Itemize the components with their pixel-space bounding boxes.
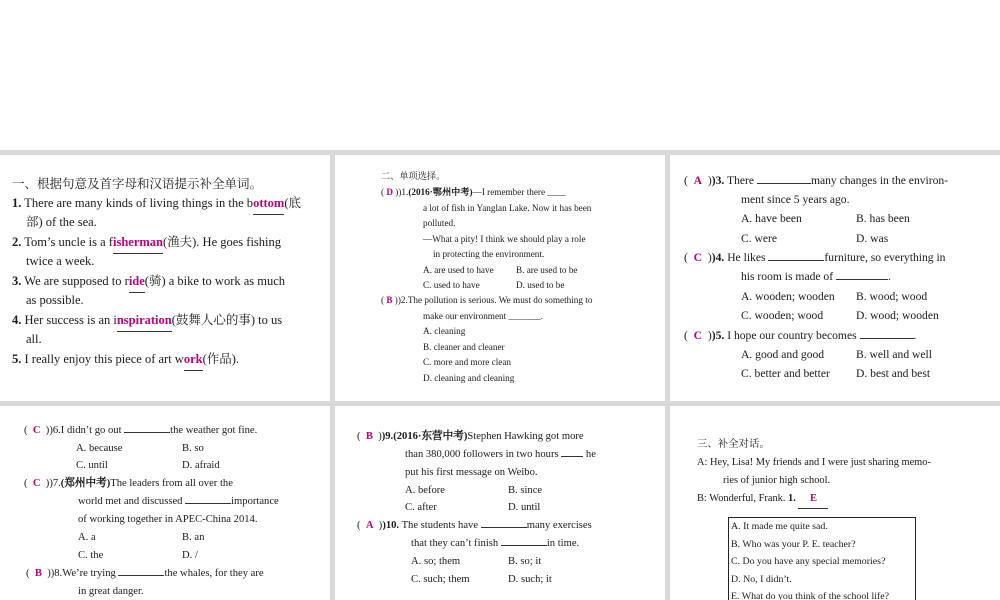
question-text: put his first message on Weibo. bbox=[405, 467, 538, 478]
option-a: A. a bbox=[78, 532, 96, 543]
panel-vocabulary bbox=[0, 155, 330, 401]
option-b: B. so; it bbox=[508, 556, 542, 567]
option-d: D. until bbox=[508, 502, 541, 513]
answer-letter: A bbox=[365, 520, 374, 531]
option-b: B. cleaner and cleaner bbox=[423, 342, 505, 352]
question-4: ( C ))4. He likes furniture, so everything in bbox=[684, 251, 946, 264]
question-3: 3. We are supposed to ride(骑) a bike to work as much bbox=[12, 272, 320, 293]
option-b: B. an bbox=[182, 532, 205, 543]
option-b: B. well and well bbox=[856, 348, 932, 361]
section-title: 二、单项选择。 bbox=[381, 171, 446, 181]
answer-letter: C bbox=[693, 251, 703, 264]
question-text: a lot of fish in Yanglan Lake. Now it has been bbox=[423, 203, 592, 213]
panel-choice-1 bbox=[335, 155, 665, 401]
panel-choice-3 bbox=[0, 406, 330, 600]
option-b: B. are used to be bbox=[516, 265, 578, 275]
panel-dialogue bbox=[670, 406, 1000, 600]
question-text: his room is made of . bbox=[741, 270, 891, 283]
question-8: ( B ))8.We’re trying the whales, for they are bbox=[26, 568, 264, 579]
section-title: 三、补全对话。 bbox=[697, 439, 770, 450]
option-b: B. has been bbox=[856, 212, 910, 225]
answer-letter: C bbox=[32, 478, 41, 489]
option-a: A. It made me quite sad. bbox=[731, 521, 828, 532]
option-c: C. the bbox=[78, 550, 104, 561]
question-6: ( C ))6.I didn’t go out the weather got fine. bbox=[24, 425, 258, 436]
question-1: ( D ))1.(2016·鄂州中考)—I remember there ____ bbox=[381, 187, 566, 197]
answer-fill: isherman bbox=[113, 233, 163, 254]
section-title: 一、根据句意及首字母和汉语提示补全单词。 bbox=[12, 177, 263, 191]
answer-fill: E bbox=[798, 490, 828, 509]
dialogue-line-a-cont: ries of junior high school. bbox=[723, 475, 831, 486]
question-2: ( B ))2.The pollution is serious. We must do something to bbox=[381, 295, 593, 305]
question-text: make our environment _______. bbox=[423, 311, 543, 321]
question-text: polluted. bbox=[423, 218, 456, 228]
panel-choice-4 bbox=[335, 406, 665, 600]
option-c: C. better and better bbox=[741, 367, 830, 380]
question-text: —What a pity! I think we should play a role bbox=[423, 234, 586, 244]
option-d: D. wood; wooden bbox=[856, 309, 939, 322]
answer-letter: C bbox=[32, 425, 41, 436]
option-d: D. / bbox=[182, 550, 198, 561]
option-d: D. best and best bbox=[856, 367, 931, 380]
answer-fill: ork bbox=[184, 350, 203, 371]
option-b: B. since bbox=[508, 485, 543, 496]
answer-letter: B bbox=[386, 295, 393, 305]
answer-letter: B bbox=[365, 431, 373, 442]
option-d: D. used to be bbox=[516, 280, 565, 290]
answer-letter: A bbox=[693, 174, 703, 187]
option-c: C. until bbox=[76, 460, 108, 471]
panel-choice-2 bbox=[670, 155, 1000, 401]
option-d: D. such; it bbox=[508, 574, 552, 585]
option-c: C. such; them bbox=[411, 574, 470, 585]
question-text: in protecting the environment. bbox=[433, 249, 545, 259]
option-c: C. were bbox=[741, 232, 778, 245]
question-7: ( C ))7.(郑州中考)The leaders from all over the bbox=[24, 478, 233, 489]
option-a: A. have been bbox=[741, 212, 802, 225]
question-text: than 380,000 followers in two hours he bbox=[405, 449, 596, 460]
option-c: C. after bbox=[405, 502, 437, 513]
question-text: that they can’t finish in time. bbox=[411, 538, 580, 549]
answer-letter: D bbox=[386, 187, 393, 197]
question-5: 5. I really enjoy this piece of art work(作品). bbox=[12, 350, 320, 371]
option-d: D. afraid bbox=[182, 460, 220, 471]
answer-letter: B bbox=[34, 568, 42, 579]
question-text: world met and discussed importance bbox=[78, 496, 279, 507]
option-c: C. Do you have any special memories? bbox=[731, 556, 886, 567]
answer-fill: nspiration bbox=[117, 311, 172, 332]
question-9: ( B ))9.(2016·东营中考)Stephen Hawking got more bbox=[357, 431, 584, 442]
option-d: D. cleaning and cleaning bbox=[423, 373, 515, 383]
option-a: A. before bbox=[405, 485, 446, 496]
question-4-cont: all. bbox=[26, 332, 42, 346]
answer-fill: ide bbox=[129, 272, 145, 293]
question-5: ( C ))5. I hope our country becomes . bbox=[684, 329, 917, 342]
options-box bbox=[728, 517, 916, 600]
answer-letter: C bbox=[693, 329, 703, 342]
option-a: A. so; them bbox=[411, 556, 461, 567]
option-c: C. used to have bbox=[423, 280, 480, 290]
question-1: 1. There are many kinds of living things in the bottom(底 bbox=[12, 194, 320, 215]
question-2-cont: twice a week. bbox=[26, 254, 95, 268]
question-text: in great danger. bbox=[78, 586, 144, 597]
dialogue-line-a: A: Hey, Lisa! My friends and I were just sharing memo- bbox=[697, 457, 931, 468]
question-4: 4. Her success is an inspiration(鼓舞人心的事) to us bbox=[12, 311, 320, 332]
option-a: A. cleaning bbox=[423, 326, 466, 336]
option-e: E. What do you think of the school life? bbox=[731, 591, 890, 600]
question-1-cont: 部) of the sea. bbox=[26, 215, 97, 229]
option-b: B. so bbox=[182, 443, 204, 454]
option-a: A. good and good bbox=[741, 348, 825, 361]
question-text: ment since 5 years ago. bbox=[741, 193, 850, 206]
answer-fill: ottom bbox=[253, 194, 284, 215]
option-a: A. because bbox=[76, 443, 123, 454]
option-b: B. Who was your P. E. teacher? bbox=[731, 538, 856, 550]
question-3-cont: as possible. bbox=[26, 293, 84, 307]
dialogue-line-b: B: Wonderful, Frank. 1. E bbox=[697, 490, 828, 509]
question-10: ( A ))10. The students have many exercises bbox=[357, 520, 592, 531]
option-c: C. more and more clean bbox=[423, 357, 512, 367]
question-2: 2. Tom’s uncle is a fisherman(渔夫). He goes fishing bbox=[12, 233, 320, 254]
question-text: of working together in APEC-China 2014. bbox=[78, 514, 258, 525]
option-b: B. wood; wood bbox=[856, 290, 928, 303]
option-d: D. No, I didn’t. bbox=[731, 573, 792, 585]
question-3: ( A ))3. There many changes in the environ- bbox=[684, 174, 949, 187]
option-d: D. was bbox=[856, 232, 889, 245]
option-a: A. are used to have bbox=[423, 265, 494, 275]
option-a: A. wooden; wooden bbox=[741, 290, 835, 303]
option-c: C. wooden; wood bbox=[741, 309, 824, 322]
